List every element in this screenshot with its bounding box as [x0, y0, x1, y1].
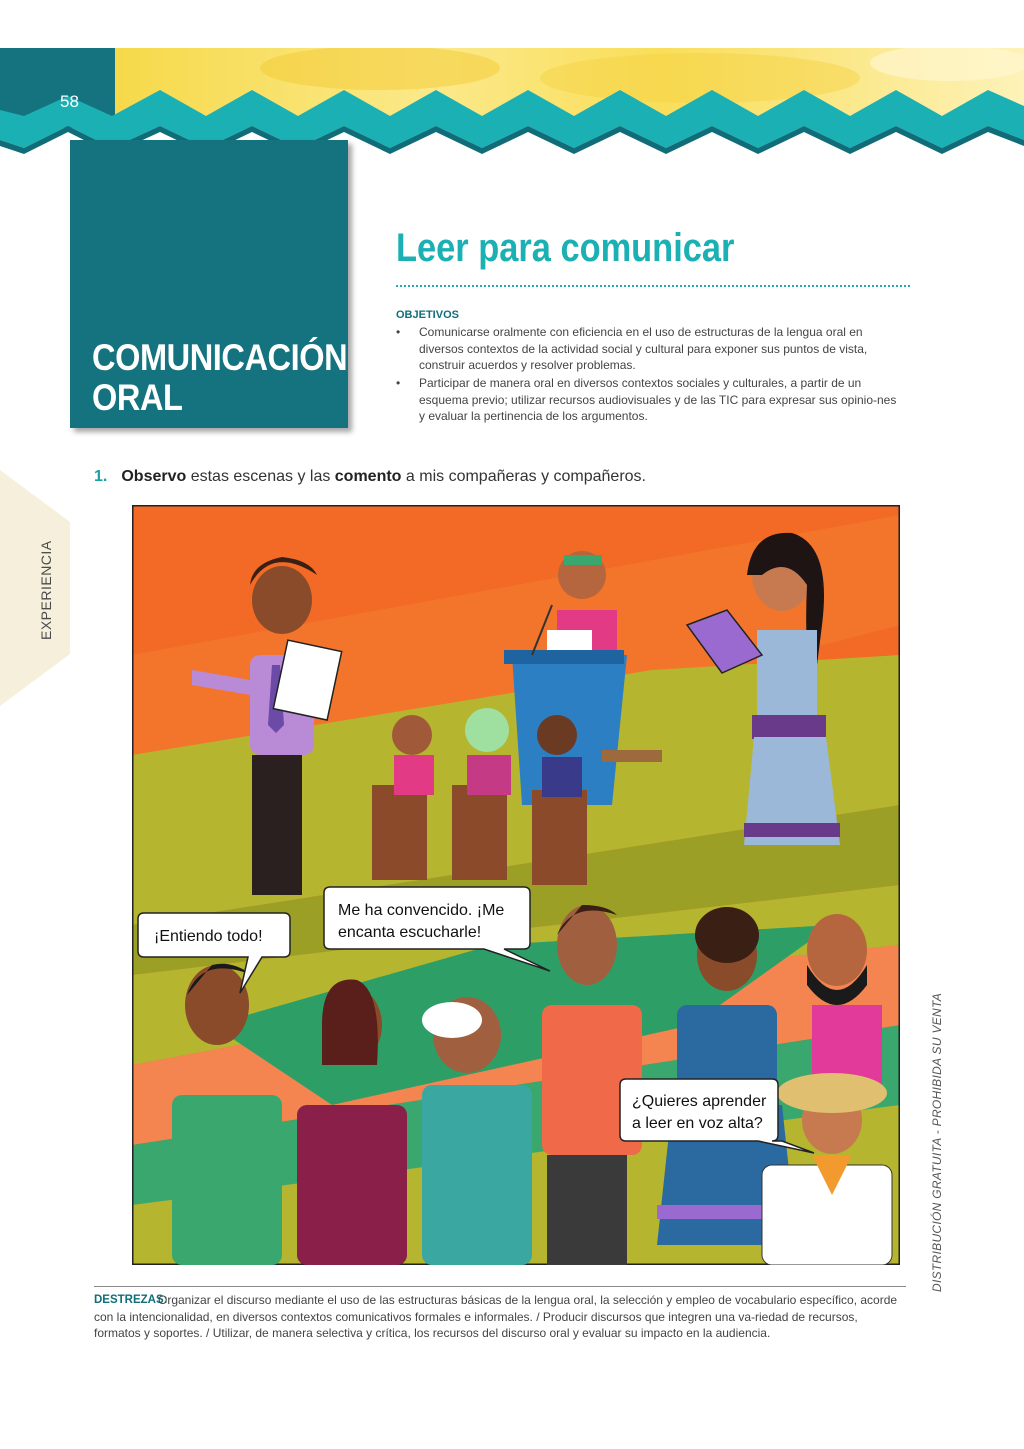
side-tab-label: EXPERIENCIA	[38, 540, 54, 640]
destrezas-divider	[94, 1286, 906, 1287]
objective-item	[396, 324, 910, 374]
activity-verb-observo: Observo	[121, 468, 187, 485]
bullet: •	[396, 325, 401, 339]
bubble-3-line2: a leer en voz alta?	[632, 1115, 763, 1132]
section-title	[92, 337, 348, 418]
activity-instruction	[94, 468, 646, 486]
bullet: •	[396, 376, 401, 390]
bubble-2-line1: Me ha convencido. ¡Me	[338, 902, 505, 919]
bubble-1-text: ¡Entiendo todo!	[154, 928, 263, 945]
objectives-heading: OBJETIVOS	[396, 309, 459, 321]
objective-text: Comunicarse oralmente con eficiencia en el uso de estructuras de la lengua oral en diversos contextos de la actividad social y cultural para exponer sus puntos de vista, construir acuerdos y resolver problemas.	[419, 325, 868, 372]
section-title-line2: ORAL	[92, 377, 183, 418]
activity-verb-comento: comento	[334, 468, 402, 485]
comic-illustration	[132, 505, 900, 1265]
title-divider	[396, 285, 910, 287]
page-number: 58	[60, 92, 79, 111]
destrezas-block	[94, 1292, 906, 1342]
objective-item	[396, 375, 910, 425]
distribution-note: DISTRIBUCIÓN GRATUITA - PROHIBIDA SU VENTA	[930, 992, 944, 1292]
lesson-title: Leer para comunicar	[396, 226, 735, 270]
activity-number: 1.	[94, 468, 108, 485]
destrezas-label: DESTREZAS:	[94, 1294, 168, 1306]
side-tab	[0, 470, 70, 706]
section-title-line1: COMUNICACIÓN	[92, 337, 348, 378]
destrezas-text: Organizar el discurso mediante el uso de las estructuras básicas de la lengua oral, la selección y empleo de vocabulario específico, acorde con la intencionalidad, en diversos contextos comunicativos formales e informales. / Producir discursos que integren una va-riedad de recursos, formatos y soportes. / Utilizar, de manera selectiva y crítica, los recursos del discurso oral y evaluar su impacto en la audiencia.	[94, 1293, 898, 1340]
activity-text: estas escenas y las	[186, 468, 335, 485]
bubble-3-line1: ¿Quieres aprender	[632, 1093, 767, 1110]
objective-text: Participar de manera oral en diversos contextos sociales y culturales, a partir de un esquema previo; utilizar recursos audiovisuales y de las TIC para expresar sus opinio-nes y evaluar la pertinencia de los argumentos.	[419, 376, 897, 423]
activity-text: a mis compañeras y compañeros.	[401, 468, 646, 485]
bubble-2-line2: encanta escucharle!	[338, 924, 482, 941]
